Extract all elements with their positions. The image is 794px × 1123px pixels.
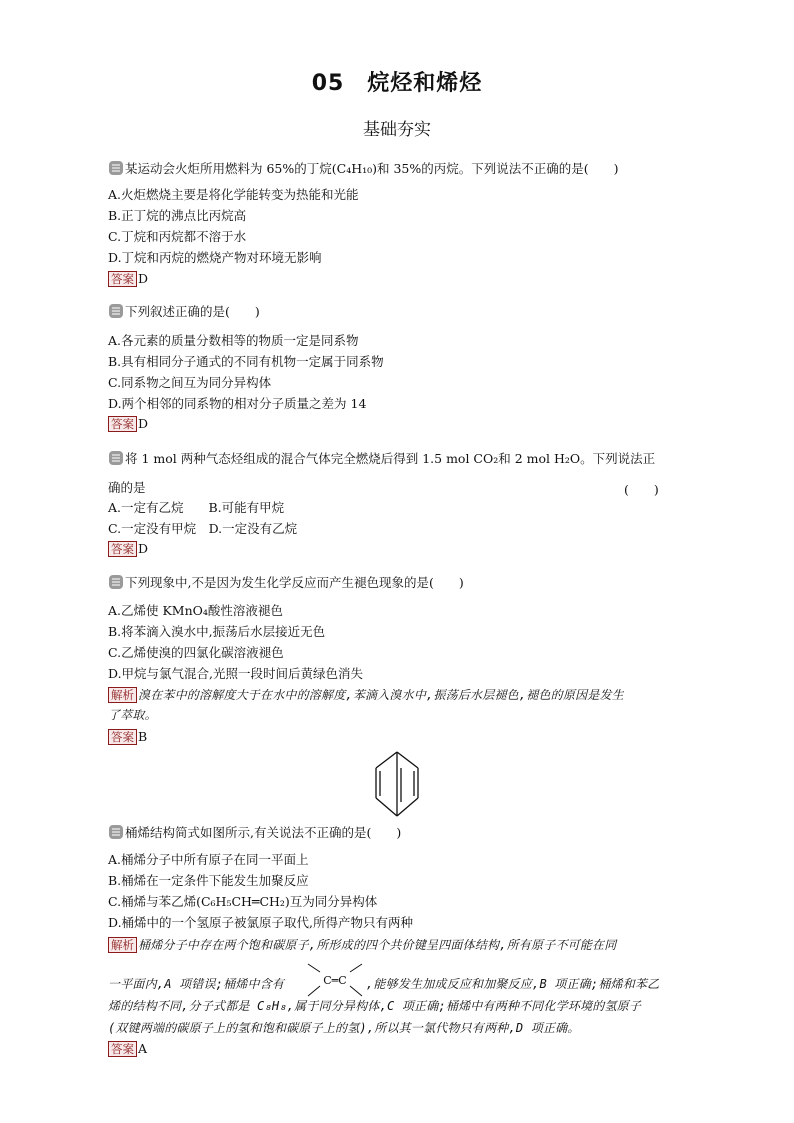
question-3-stem-continued: 确的是 [108,480,146,495]
question-4-option-a: A.乙烯使 KMnO₄酸性溶液褪色 [108,603,283,618]
question-5-option-d: D.桶烯中的一个氢原子被氯原子取代,所得产物只有两种 [108,915,414,930]
question-4-option-b: B.将苯滴入溴水中,振荡后水层接近无色 [108,624,326,639]
carbon-carbon-double-bond-figure [304,960,366,1000]
question-3-answer: 答案 D [108,541,148,557]
question-number-icon [108,824,124,840]
question-1-stem: 某运动会火炬所用燃料为 65%的丁烷(C₄H₁₀)和 35%的丙烷。下列说法不正确的是( ) [108,160,619,177]
question-1-option-c: C.丁烷和丙烷都不溶于水 [108,229,247,244]
answer-tag: 答案 [108,416,137,432]
question-5-option-b: B.桶烯在一定条件下能发生加聚反应 [108,873,309,888]
question-2-option-d: D.两个相邻的同系物的相对分子质量之差为 14 [108,396,367,411]
answer-tag: 答案 [108,1041,137,1057]
question-2-option-b: B.具有相同分子通式的不同有机物一定属于同系物 [108,354,384,369]
question-5-answer: 答案 A [108,1041,147,1057]
question-2-option-a: A.各元素的质量分数相等的物质一定是同系物 [108,333,359,348]
question-5-option-c: C.桶烯与苯乙烯(C₆H₅CH═CH₂)互为同分异构体 [108,894,378,909]
question-4-explanation-continued: 了萃取。 [108,708,157,722]
question-5-explanation-line-2a: 一平面内,A 项错误;桶烯中含有 [108,977,285,991]
explanation-tag: 解析 [108,687,137,703]
question-number-icon [108,450,124,466]
section-title: 基础夯实 [363,120,431,140]
answer-tag: 答案 [108,271,137,287]
question-5-stem: 桶烯结构简式如图所示,有关说法不正确的是( ) [108,824,401,841]
explanation-tag: 解析 [108,937,137,953]
question-3-stem: 将 1 mol 两种气态烃组成的混合气体完全燃烧后得到 1.5 mol CO₂和 2 mol H₂O。下列说法正 [108,450,655,467]
question-4-option-d: D.甲烷与氯气混合,光照一段时间后黄绿色消失 [108,666,364,681]
question-4-answer: 答案 B [108,729,147,745]
question-3-options-ab: A.一定有乙烷 B.可能有甲烷 [108,500,285,515]
question-5-explanation: 解析 桶烯分子中存在两个饱和碳原子,所形成的四个共价键呈四面体结构,所有原子不可能在同 [108,937,616,953]
question-2-answer: 答案 D [108,416,148,432]
question-5-explanation-line-4: (双键两端的碳原子上的氢和饱和碳原子上的氢),所以其一氯代物只有两种,D 项正确。 [108,1021,580,1035]
question-5-explanation-line-2b: ,能够发生加成反应和加聚反应,B 项正确;桶烯和苯乙 [366,977,660,991]
question-1-option-b: B.正丁烷的沸点比丙烷高 [108,208,247,223]
question-5-option-a: A.桶烯分子中所有原子在同一平面上 [108,852,309,867]
question-1-option-a: A.火炬燃烧主要是将化学能转变为热能和光能 [108,187,359,202]
barrelene-structure-figure [370,748,424,820]
question-3-answer-blank: ( ) [624,482,659,497]
question-5-explanation-line-3: 烯的结构不同,分子式都是 C₈H₈,属于同分异构体,C 项正确;桶烯中有两种不同化学环境的氢原子 [108,999,642,1013]
double-bond-label: C═C [323,974,347,987]
question-2-stem: 下列叙述正确的是( ) [108,303,260,320]
page-title: 05 烷烃和烯烃 [311,71,483,96]
question-4-option-c: C.乙烯使溴的四氯化碳溶液褪色 [108,645,284,660]
question-4-stem: 下列现象中,不是因为发生化学反应而产生褪色现象的是( ) [108,574,464,591]
answer-tag: 答案 [108,729,137,745]
question-3-options-cd: C.一定没有甲烷 D.一定没有乙烷 [108,521,298,536]
question-number-icon [108,574,124,590]
question-2-option-c: C.同系物之间互为同分异构体 [108,375,272,390]
question-1-answer: 答案 D [108,271,148,287]
question-number-icon [108,160,124,176]
answer-tag: 答案 [108,541,137,557]
question-number-icon [108,303,124,319]
question-1-option-d: D.丁烷和丙烷的燃烧产物对环境无影响 [108,250,322,265]
question-4-explanation: 解析 溴在苯中的溶解度大于在水中的溶解度,苯滴入溴水中,振荡后水层褪色,褪色的原因是发生 [108,687,624,703]
